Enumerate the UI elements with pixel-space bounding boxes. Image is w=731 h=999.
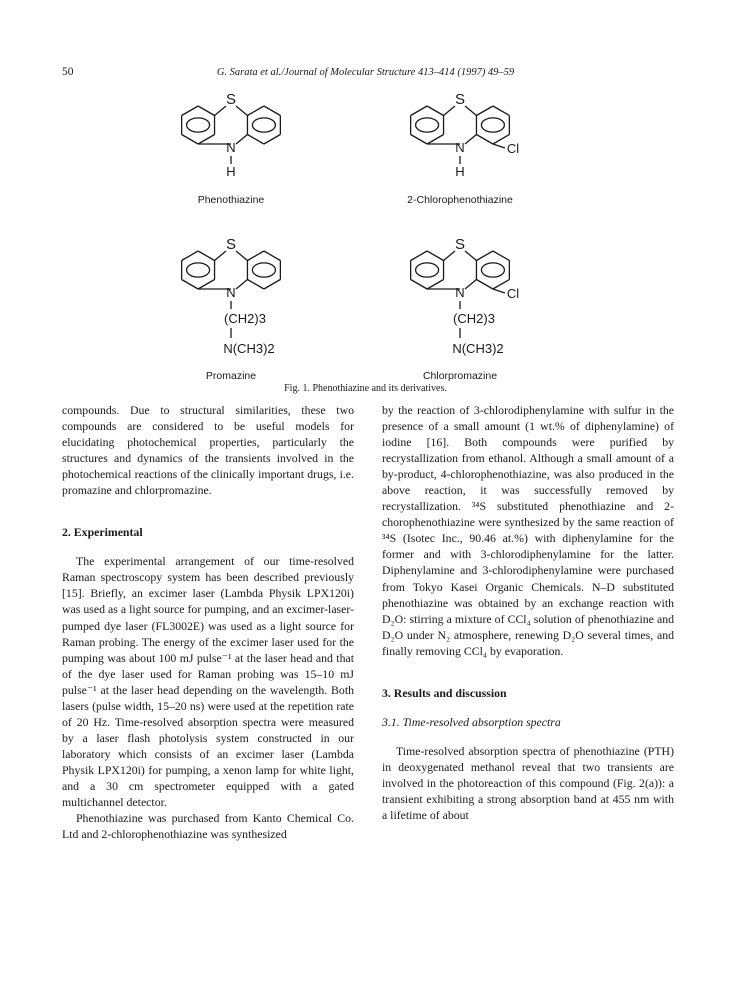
aromatic-ring (481, 118, 504, 132)
running-head: G. Sarata et al./Journal of Molecular Structure 413–414 (1997) 49–59 (216, 67, 515, 78)
atom-chlorine: Cl (506, 141, 520, 156)
bond (465, 106, 476, 116)
bond (465, 251, 476, 261)
aromatic-ring (416, 263, 439, 277)
paragraph: compounds. Due to structural similarities, these two compounds are considered to be useful models for elucidating photochemical properties, particularly the structures and dynamics of the transients involved in the photochemical reactions of the clinically important drugs, i.e. promazine and chlorpromazine. (62, 403, 354, 498)
paragraph: by the reaction of 3-chlorodiphenylamine with sulfur in the presence of a small amount (1 wt.% of diphenylamine) of iodine [16]. Both compounds were purified by recrystallization from ethanol. Although a small amount of a by-product, 4-chlorophenothiazine, was also produced in the above reaction, it was successfully removed by recrystallization. ³⁴S substituted phenothiazine and 2-chorophenothiazine were synthesized by the same reaction of ³⁴S (Isotec Inc., 90.46 at.%) with diphenylamine for the former and with 3-chlorodiphenylamine for the latter. Diphenylamine and 3-chlorodiphenylamine were purchased from Tokyo Kasei Organic Chemicals. N–D substituted phenothiazine was obtained by an exchange reaction with D₂O: stirring a mixture of CCl₄ solution of phenothiazine and D₂O under N₂ atmosphere, renewing D₂O several times, and finally removing CCl₄ by evaporation. (382, 403, 674, 658)
bond (247, 135, 263, 145)
atom-chlorine: Cl (506, 286, 520, 301)
bond (493, 106, 509, 116)
bond (444, 251, 455, 261)
bond (427, 251, 443, 261)
bond (411, 106, 427, 116)
atom-sulfur: S (225, 236, 237, 253)
bond (264, 280, 280, 290)
bond (182, 251, 198, 261)
side-chain-propyl: (CH2)3 (453, 311, 495, 326)
bond (427, 106, 443, 116)
bond (182, 280, 198, 290)
bond (236, 106, 247, 116)
bond (198, 106, 214, 116)
side-chain-dimethylamine: N(CH3)2 (223, 341, 275, 356)
section-heading-results: 3. Results and discussion (382, 685, 507, 700)
bond (411, 280, 427, 290)
atom-nitrogen: N (226, 140, 236, 155)
figure-caption: Fig. 1. Phenothiazine and its derivatives. (284, 383, 447, 394)
bond (247, 280, 263, 290)
bond (198, 280, 214, 290)
bond (476, 135, 492, 145)
right-column (382, 402, 674, 823)
bond (465, 135, 476, 145)
side-chain-propyl: (CH2)3 (224, 311, 266, 326)
bond (427, 135, 443, 145)
figure-chemical-structures (0, 90, 731, 395)
aromatic-ring (187, 263, 210, 277)
paragraph: Phenothiazine was purchased from Kanto Chemical Co. Ltd and 2-chlorophenothiazine was synthesized (62, 811, 354, 842)
bond (444, 106, 455, 116)
paragraph: Time-resolved absorption spectra of phenothiazine (PTH) in deoxygenated methanol reveal that two transients are involved in the photoreaction of this compound (Fig. 2(a)): a transient exhibiting a strong absorption band at 455 nm with a lifetime of about (382, 743, 674, 823)
bond (427, 280, 443, 290)
atom-nitrogen: N (455, 140, 465, 155)
bond (476, 280, 492, 290)
bond (465, 280, 476, 290)
structure-label: Promazine (205, 370, 257, 382)
bond (411, 135, 427, 145)
aromatic-ring (252, 118, 275, 132)
subsection-heading: 3.1. Time-resolved absorption spectra (382, 714, 561, 729)
atom-nitrogen: N (226, 285, 236, 300)
bond-chlorine (493, 289, 505, 293)
bond-chlorine (493, 144, 505, 148)
bond (236, 251, 247, 261)
structure-label: Chlorpromazine (422, 370, 498, 382)
structure-label: 2-Chlorophenothiazine (407, 194, 513, 206)
bond (247, 251, 263, 261)
atom-hydrogen: H (455, 164, 465, 179)
bond (182, 135, 198, 145)
atom-sulfur: S (454, 91, 466, 108)
structure-label: Phenothiazine (197, 194, 265, 206)
bond (476, 106, 492, 116)
left-column (62, 402, 354, 842)
paragraph: The experimental arrangement of our time-resolved Raman spectroscopy system has been described previously [15]. Briefly, an excimer laser (Lambda Physik LPX120i) was used as a light source for pumping, and an excimer-laser-pumped dye laser (FL3002E) was used as a light source for Raman probing. The energy of the excimer laser used for the pumping was about 100 mJ pulse⁻¹ at the laser head and that of the dye laser used for Raman probing was 15–10 mJ pulse⁻¹ at the laser head depending on the wavelength. Both lasers (pulse width, 15–20 ns) were used at the repetition rate of 20 Hz. Time-resolved absorption spectra were measured by a laser flash photolysis system constructed in our laboratory which consists of an excimer laser (Lambda Physik LPX120i) for pumping, a xenon lamp for white light, and a 30 cm spectrometer equipped with a gated multichannel detector. (62, 554, 354, 810)
atom-nitrogen: N (455, 285, 465, 300)
aromatic-ring (187, 118, 210, 132)
atom-sulfur: S (225, 91, 237, 108)
bond (264, 135, 280, 145)
bond (215, 106, 226, 116)
bond (198, 251, 214, 261)
bond (476, 251, 492, 261)
page-number: 50 (62, 66, 74, 78)
bond (236, 280, 247, 290)
side-chain-dimethylamine: N(CH3)2 (452, 341, 504, 356)
atom-hydrogen: H (226, 164, 236, 179)
section-heading-experimental: 2. Experimental (62, 525, 143, 540)
bond (198, 135, 214, 145)
aromatic-ring (416, 118, 439, 132)
bond (236, 135, 247, 145)
bond (411, 251, 427, 261)
aromatic-ring (481, 263, 504, 277)
bond (493, 251, 509, 261)
bond (182, 106, 198, 116)
bond (247, 106, 263, 116)
aromatic-ring (252, 263, 275, 277)
bond (264, 251, 280, 261)
bond (264, 106, 280, 116)
atom-sulfur: S (454, 236, 466, 253)
bond (215, 251, 226, 261)
